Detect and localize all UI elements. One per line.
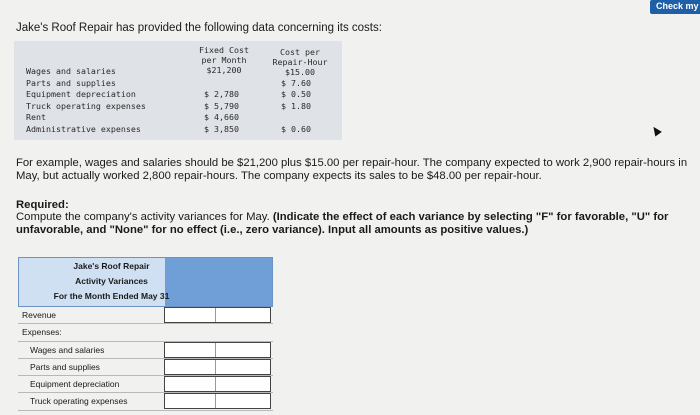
cost-per-hour-value (281, 66, 311, 78)
variance-input-cell[interactable] (164, 307, 271, 323)
company-name: Jake's Roof Repair (73, 261, 150, 271)
cost-header-line: Repair-Hour (272, 57, 328, 67)
variance-row-label: Truck operating expenses (30, 396, 128, 407)
cost-per-hour-value: $ 1.80 (281, 100, 311, 111)
report-title: Activity Variances (75, 276, 148, 286)
cost-header-line: Cost per (280, 47, 320, 57)
cell-divider (215, 308, 216, 322)
check-my-work-button[interactable]: Check my (650, 0, 700, 14)
fixed-cost-value (204, 78, 239, 90)
required-heading: Required: (16, 199, 69, 211)
cost-row-label: Administrative expenses (26, 123, 141, 134)
variance-row-label: Parts and supplies (30, 361, 100, 372)
wages-fixed-value: $21,200 (206, 65, 242, 75)
variance-row (18, 359, 273, 376)
example-paragraph: For example, wages and salaries should be $21,200 plus $15.00 per repair-hour. The company expected to work 2,900 repair-hours in May, but actually worked 2,800 repair-hours. The company expects its sales to be $48.00 per repair-hour. (16, 157, 688, 182)
required-text-plain: Compute the company's activity variances for May. (16, 211, 270, 223)
variance-row (18, 342, 273, 359)
mouse-cursor-icon (650, 125, 662, 137)
wages-cost-value: $15.00 (285, 67, 315, 77)
fixed-cost-header-line: per Month (201, 55, 247, 65)
cost-per-hour-value: $ 0.60 (281, 123, 311, 134)
intro-text: Jake's Roof Repair has provided the following data concerning its costs: (16, 22, 382, 34)
fixed-cost-value (204, 66, 239, 78)
variance-input-cell[interactable] (164, 376, 271, 392)
variance-input-cell[interactable] (164, 359, 271, 375)
variance-row-label: Wages and salaries (30, 344, 105, 355)
cell-divider (215, 360, 216, 374)
variance-input-cell[interactable] (164, 393, 271, 409)
cell-divider (215, 377, 216, 391)
variance-input-cell[interactable] (164, 342, 271, 358)
required-instructions (16, 211, 696, 237)
variance-table-body (18, 307, 273, 411)
fixed-cost-value: $ 5,790 (204, 100, 239, 111)
cost-row-label: Truck operating expenses (26, 100, 146, 111)
cost-per-hour-value: $ 0.50 (281, 89, 311, 100)
fixed-cost-header-line: Fixed Cost (199, 45, 249, 55)
cost-row-label: Parts and supplies (26, 77, 116, 88)
cost-per-hour-column (281, 66, 311, 136)
variance-row (18, 324, 273, 341)
activity-variances-table (18, 257, 273, 411)
cell-divider (215, 394, 216, 408)
variance-table-header (18, 257, 273, 307)
fixed-cost-value: $ 4,660 (204, 112, 239, 123)
variance-row-label: Expenses: (22, 327, 62, 338)
variance-row-label: Revenue (22, 310, 57, 320)
cost-row-label: Rent (26, 112, 46, 123)
fixed-cost-value: $ 3,850 (204, 123, 239, 134)
cost-row-label: Equipment depreciation (26, 89, 136, 100)
cost-row-label: Wages and salaries (26, 66, 116, 76)
variance-row-label: Equipment depreciation (30, 379, 120, 390)
fixed-cost-column (204, 66, 239, 136)
variance-row (18, 393, 273, 410)
required-text-bold: (Indicate the effect of each variance by selecting "F" for favorable, "U" for unfavorable, and "None" for no effect (i.e., zero variance). Input all amounts as positive values.) (16, 211, 669, 236)
report-period: For the Month Ended May 31 (53, 291, 170, 301)
cell-divider (215, 343, 216, 357)
cost-data-table (14, 41, 342, 140)
variance-row (18, 376, 273, 393)
variance-row (18, 307, 273, 324)
fixed-cost-value: $ 2,780 (204, 89, 239, 100)
cost-per-hour-value: $ 7.60 (281, 77, 311, 88)
cost-row-labels (26, 66, 146, 136)
cost-per-hour-value (281, 112, 311, 124)
